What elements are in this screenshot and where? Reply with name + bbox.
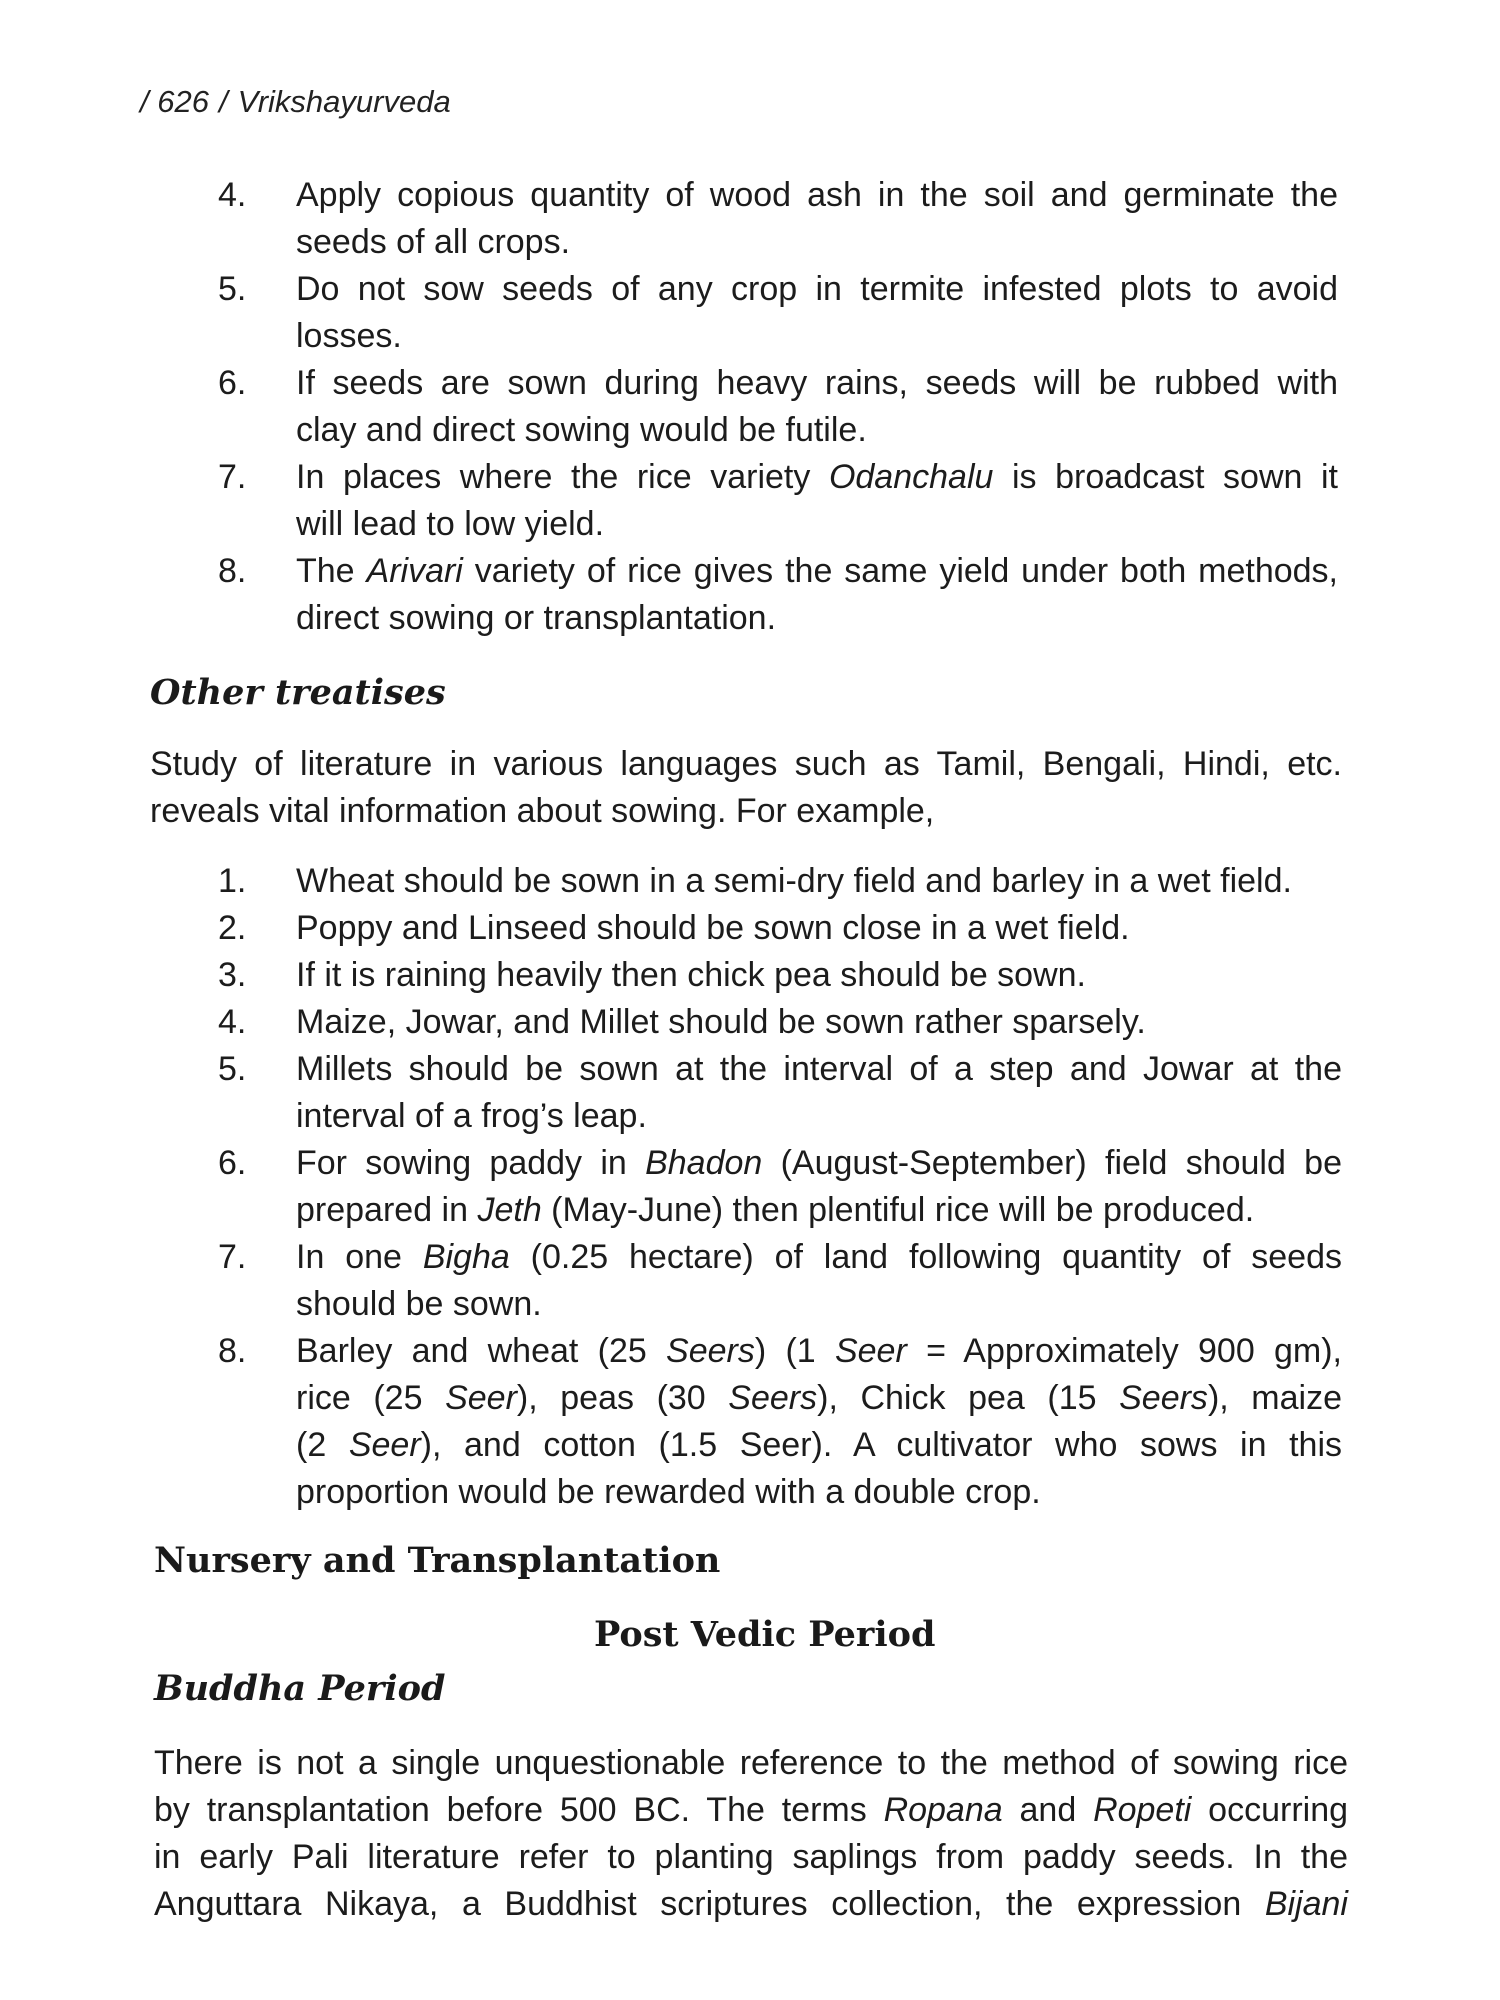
text-line bbox=[154, 1787, 1348, 1834]
italic-term: Seers bbox=[1119, 1379, 1208, 1417]
text-run: (0.25 hectare) of land following quantity of seeds bbox=[509, 1238, 1342, 1276]
text-run: prepared in bbox=[296, 1191, 478, 1229]
text-line bbox=[296, 905, 1342, 952]
list-item bbox=[218, 266, 1338, 360]
text-run: variety of rice gives the same yield under both methods, bbox=[462, 552, 1338, 590]
text-run: interval of a frog’s leap. bbox=[296, 1097, 647, 1135]
section-heading-buddha: Buddha Period bbox=[154, 1668, 446, 1709]
section-heading-post-vedic: Post Vedic Period bbox=[594, 1614, 936, 1655]
text-line bbox=[154, 1740, 1348, 1787]
text-run: ) (1 bbox=[754, 1332, 835, 1370]
text-run: If seeds are sown during heavy rains, seeds will be rubbed with bbox=[296, 364, 1338, 402]
list-item-number: 6. bbox=[218, 1144, 247, 1182]
list-item-number: 5. bbox=[218, 270, 247, 308]
list-item bbox=[218, 1234, 1342, 1328]
italic-term: Arivari bbox=[366, 552, 463, 590]
text-run: In one bbox=[296, 1238, 423, 1276]
page-number: 626 bbox=[157, 84, 209, 119]
list-item bbox=[218, 1140, 1342, 1234]
text-run: seeds of all crops. bbox=[296, 223, 571, 261]
text-run: is broadcast sown it bbox=[993, 458, 1339, 496]
text-run: ), Chick pea (15 bbox=[817, 1379, 1120, 1417]
list-item-number: 8. bbox=[218, 552, 247, 590]
list-item-number: 2. bbox=[218, 909, 247, 947]
text-run: (August-September) field should be bbox=[762, 1144, 1342, 1182]
list-item bbox=[218, 858, 1342, 905]
list-item-number: 5. bbox=[218, 1050, 247, 1088]
italic-term: Ropeti bbox=[1093, 1791, 1192, 1829]
list-item bbox=[218, 1046, 1342, 1140]
text-run: There is not a single unquestionable reference to the method of sowing rice bbox=[154, 1744, 1348, 1782]
list-item-number: 4. bbox=[218, 1003, 247, 1041]
text-line bbox=[296, 1187, 1342, 1234]
text-line bbox=[296, 548, 1338, 595]
text-line bbox=[296, 1046, 1342, 1093]
text-run: and bbox=[1002, 1791, 1094, 1829]
list-item bbox=[218, 905, 1342, 952]
italic-term: Odanchalu bbox=[828, 458, 994, 496]
text-run: losses. bbox=[296, 317, 402, 355]
text-run: Poppy and Linseed should be sown close in a wet field. bbox=[296, 909, 1130, 947]
text-line bbox=[296, 1234, 1342, 1281]
text-run: ), peas (30 bbox=[516, 1379, 729, 1417]
text-run: Millets should be sown at the interval of a step and Jowar at the bbox=[296, 1050, 1342, 1088]
text-run: Do not sow seeds of any crop in termite infested plots to avoid bbox=[296, 270, 1338, 308]
list-item-number: 3. bbox=[218, 956, 247, 994]
text-line bbox=[296, 407, 1338, 454]
italic-term: Bijani bbox=[1264, 1885, 1348, 1923]
text-line bbox=[296, 454, 1338, 501]
italic-term: Seers bbox=[666, 1332, 755, 1370]
text-line bbox=[296, 1422, 1342, 1469]
buddha-period-paragraph bbox=[154, 1740, 1348, 1928]
italic-term: Seer bbox=[348, 1426, 421, 1464]
paragraph-line: reveals vital information about sowing. For example, bbox=[150, 792, 935, 830]
text-run: clay and direct sowing would be futile. bbox=[296, 411, 867, 449]
text-run: direct sowing or transplantation. bbox=[296, 599, 777, 637]
italic-term: Seer bbox=[834, 1332, 907, 1370]
text-run: (2 bbox=[296, 1426, 349, 1464]
text-run: (May-June) then plentiful rice will be produced. bbox=[541, 1191, 1255, 1229]
list-item-number: 4. bbox=[218, 176, 247, 214]
text-run: in early Pali literature refer to planting saplings from paddy seeds. In the bbox=[154, 1838, 1348, 1876]
text-line bbox=[296, 595, 1338, 642]
text-run: If it is raining heavily then chick pea should be sown. bbox=[296, 956, 1087, 994]
list-item bbox=[218, 172, 1338, 266]
list-item-number: 6. bbox=[218, 364, 247, 402]
text-run: should be sown. bbox=[296, 1285, 542, 1323]
text-line bbox=[296, 1375, 1342, 1422]
italic-term: Jeth bbox=[477, 1191, 542, 1229]
text-line bbox=[296, 1328, 1342, 1375]
paragraph-line: Study of literature in various languages such as Tamil, Bengali, Hindi, etc. bbox=[150, 745, 1342, 783]
text-run: Apply copious quantity of wood ash in the soil and germinate the bbox=[296, 176, 1338, 214]
text-run: rice (25 bbox=[296, 1379, 446, 1417]
text-run: occurring bbox=[1191, 1791, 1349, 1829]
text-line bbox=[154, 1881, 1348, 1928]
list-item-number: 1. bbox=[218, 862, 247, 900]
list-item bbox=[218, 454, 1338, 548]
text-run: Barley and wheat (25 bbox=[296, 1332, 667, 1370]
text-line bbox=[296, 999, 1342, 1046]
sowing-rules-list-continued bbox=[218, 172, 1338, 642]
text-run: Anguttara Nikaya, a Buddhist scriptures collection, the expression bbox=[154, 1885, 1265, 1923]
text-line bbox=[296, 858, 1342, 905]
text-line bbox=[296, 219, 1338, 266]
text-run: The bbox=[296, 552, 367, 590]
italic-term: Seers bbox=[728, 1379, 818, 1417]
text-run: In places where the rice variety bbox=[296, 458, 829, 496]
text-line bbox=[296, 952, 1342, 999]
list-item bbox=[218, 952, 1342, 999]
italic-term: Ropana bbox=[883, 1791, 1003, 1829]
other-treatises-list bbox=[218, 858, 1342, 1516]
text-line bbox=[296, 501, 1338, 548]
list-item bbox=[218, 548, 1338, 642]
book-title: Vrikshayurveda bbox=[237, 84, 451, 119]
text-run: Maize, Jowar, and Millet should be sown rather sparsely. bbox=[296, 1003, 1146, 1041]
text-line bbox=[296, 1140, 1342, 1187]
section-heading-other-treatises: Other treatises bbox=[150, 672, 446, 713]
text-line bbox=[296, 313, 1338, 360]
text-line bbox=[154, 1834, 1348, 1881]
text-run: proportion would be rewarded with a double crop. bbox=[296, 1473, 1041, 1511]
text-line bbox=[296, 360, 1338, 407]
text-run: For sowing paddy in bbox=[296, 1144, 646, 1182]
section-heading-nursery: Nursery and Transplantation bbox=[154, 1540, 721, 1581]
list-item-number: 7. bbox=[218, 458, 247, 496]
other-treatises-intro bbox=[150, 741, 1342, 835]
list-item-number: 7. bbox=[218, 1238, 247, 1276]
text-run: ), and cotton (1.5 Seer). A cultivator who sows in this bbox=[420, 1426, 1342, 1464]
italic-term: Bhadon bbox=[645, 1144, 763, 1182]
text-run: ), maize bbox=[1207, 1379, 1342, 1417]
text-run: Wheat should be sown in a semi-dry field and barley in a wet field. bbox=[296, 862, 1292, 900]
text-run: will lead to low yield. bbox=[296, 505, 605, 543]
italic-term: Bigha bbox=[422, 1238, 510, 1276]
list-item bbox=[218, 360, 1338, 454]
text-line bbox=[296, 1093, 1342, 1140]
list-item-number: 8. bbox=[218, 1332, 247, 1370]
italic-term: Seer bbox=[445, 1379, 517, 1417]
list-item bbox=[218, 1328, 1342, 1516]
text-line bbox=[296, 1469, 1342, 1516]
running-header: / 626 / Vrikshayurveda bbox=[140, 84, 451, 119]
text-line bbox=[296, 266, 1338, 313]
text-line bbox=[296, 172, 1338, 219]
text-line bbox=[296, 1281, 1342, 1328]
list-item bbox=[218, 999, 1342, 1046]
text-run: = Approximately 900 gm), bbox=[906, 1332, 1342, 1370]
text-run: by transplantation before 500 BC. The terms bbox=[154, 1791, 884, 1829]
